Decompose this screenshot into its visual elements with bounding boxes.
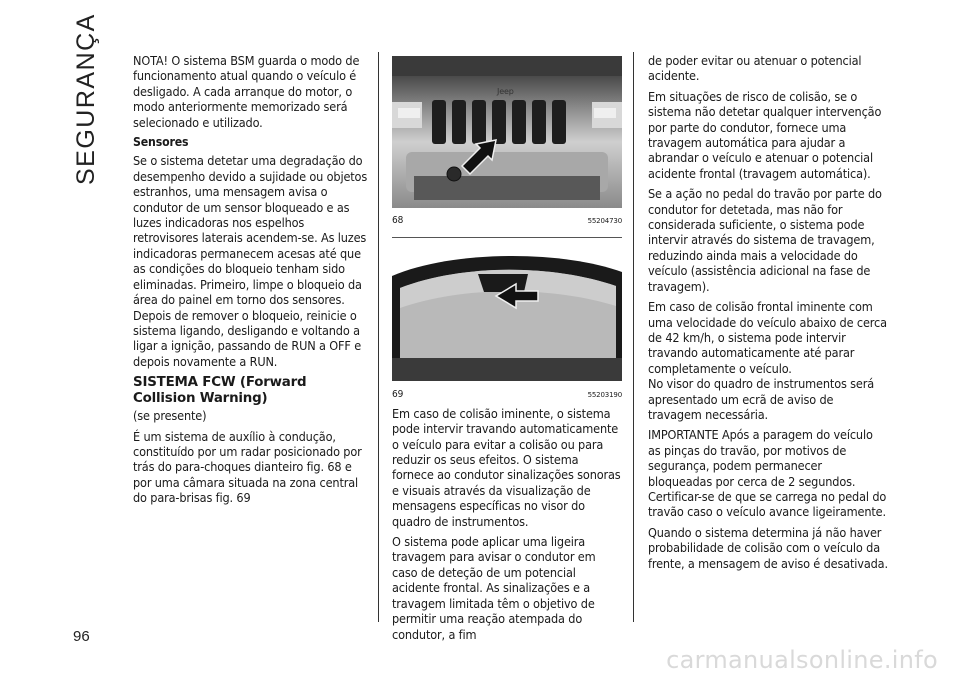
full-stop-paragraph: Em caso de colisão frontal iminente com uma velocidade do veículo abaixo de cerca de 42 km/h, o sistema pode intervir travando automaticamente até parar completamente o veículo. (648, 299, 887, 376)
light-braking-paragraph: O sistema pode aplicar uma ligeira travagem para avisar o condutor em caso de deteção de um potencial acidente frontal. As sinalizações e a travagem limitada têm o objetivo de permitir uma reação atempada do condutor, a fim (392, 534, 596, 642)
column-divider-2 (633, 52, 634, 622)
figure-68-code: 55204730 (587, 217, 622, 226)
brake-assist-paragraph: Se a ação no pedal do travão por parte do condutor for detetada, mas não for considerada suficiente, o sistema pode intervir através do sistema de travagem, reduzindo ainda mais a velocidade do veículo (assistência adicional na fase de travagem). (648, 186, 882, 294)
warning-deactivated-paragraph: Quando o sistema determina já não haver probabilidade de colisão com o veículo da frente, a mensagem de aviso é desativada. (648, 524, 888, 571)
jeep-badge: Jeep (497, 87, 514, 96)
important-note-paragraph: IMPORTANTE Após a paragem do veículo as pinças do travão, por motivos de segurança, podem permanecer bloqueadas por cerca de 2 segundos. Certificar-se de que se carrega no pedal do travão caso o veículo avance ligeiramente. (648, 427, 887, 520)
fcw-heading-line-1: SISTEMA FCW (Forward (133, 375, 307, 391)
figure-69-image (392, 246, 622, 381)
column-divider-1 (378, 52, 379, 622)
figure-divider (392, 237, 622, 238)
figure-69 (392, 246, 622, 401)
watermark: carmanualsonline.info (666, 646, 938, 674)
figure-69-code: 55203190 (587, 390, 622, 399)
page-number: 96 (73, 628, 90, 645)
figure-68-image (392, 56, 622, 208)
fcw-heading-line-2: Collision Warning) (133, 390, 268, 406)
note-bsm-paragraph: NOTA! O sistema BSM guarda o modo de funcionamento atual quando o veículo é desligado. A cada arranque do motor, o modo anteriormente memorizado será selecionado e utilizado. (133, 53, 360, 130)
fcw-description-paragraph: É um sistema de auxílio à condução, constituído por um radar posicionado por trás do para-choques dianteiro fig. 68 e por uma câmara situada na zona central do para-brisas fig. 69 (133, 428, 362, 506)
sensors-heading: Sensores (133, 135, 189, 150)
fcw-heading (133, 375, 369, 406)
figure-69-number: 69 (392, 388, 404, 400)
figure-68 (392, 56, 622, 228)
figure-68-number: 68 (392, 215, 404, 227)
display-warning-paragraph: No visor do quadro de instrumentos será apresentado um ecrã de aviso de travagem necessária. (648, 376, 875, 422)
column-middle (392, 56, 622, 647)
sensors-paragraph: Se o sistema detetar uma degradação do desempenho devido a sujidade ou objetos estranhos, uma mensagem avisa o condutor de um sensor bloqueado e as luzes indicadoras nos espelhos retrovisores laterais acendem-se. As luzes indicadoras permanecem acesas até que as condições do bloqueio tenham sido eliminadas. Primeiro, limpe o bloqueio da área do painel em torno dos sensores. Depois de remover o bloqueio, reinicie o sistema ligando, desligando e voltando a ligar a ignição, passando de RUN a OFF e depois novamente a RUN. (133, 153, 368, 369)
column-right (648, 53, 888, 576)
avoid-accident-paragraph: de poder evitar ou atenuar o potencial acidente. (648, 53, 862, 84)
figure-68-caption (392, 214, 622, 228)
section-title: SEGURANÇA (72, 13, 100, 185)
collision-intervention-paragraph: Em caso de colisão iminente, o sistema pode intervir travando automaticamente o veículo para evitar a colisão ou para reduzir os seus efeitos. O sistema fornece ao condutor sinalizações sonoras e visuais através da visualização de mensagens específicas no visor do quadro de instrumentos. (392, 405, 621, 529)
figure-69-caption (392, 388, 622, 402)
automatic-braking-paragraph: Em situações de risco de colisão, se o sistema não detetar qualquer intervenção por parte do condutor, fornece uma travagem automática para ajudar a abrandar o veículo e atenuar o potencial acidente frontal (travagem automática). (648, 88, 882, 181)
if-present-note: (se presente) (133, 408, 207, 424)
column-left (133, 53, 369, 511)
